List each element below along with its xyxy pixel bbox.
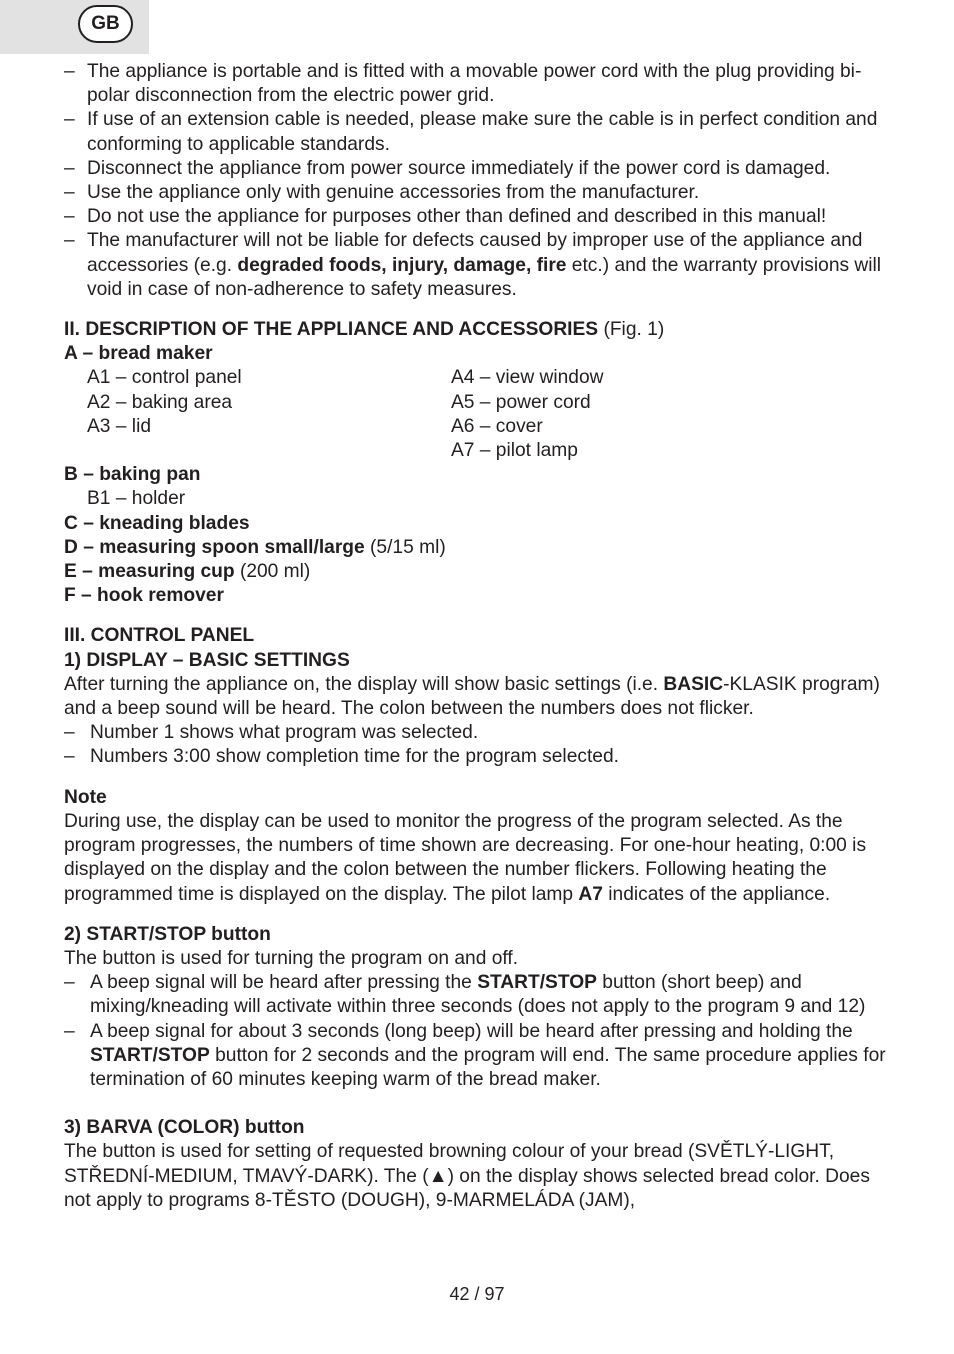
parts-list-a (64, 366, 894, 463)
text-span: The manufacturer will not be liable for defects caused by improper use of the appliance and accessories (e.g. (87, 230, 863, 276)
bold-text: E – measuring cup (64, 561, 235, 583)
text-span: After turning the appliance on, the display will show basic settings (i.e. (64, 673, 664, 695)
group-heading-b: B – baking pan (64, 464, 201, 486)
list-item: – Use the appliance only with genuine accessories from the manufacturer. (64, 181, 894, 205)
paragraph (64, 673, 894, 721)
text-span: etc.) and the warranty provisions will void in case of non-adherence to safety measures. (87, 254, 882, 300)
bold-text: START/STOP (477, 972, 597, 994)
page-number: 42 / 97 (449, 1284, 505, 1304)
bold-text: D – measuring spoon small/large (64, 536, 365, 558)
section-heading (64, 318, 894, 342)
list-item (64, 229, 894, 302)
list-item: – If use of an extension cable is needed, please make sure the cable is in perfect condition and conforming to applicable standards. (64, 108, 894, 156)
group-heading-d (64, 536, 894, 560)
display-list (64, 721, 894, 769)
language-tab (0, 0, 149, 54)
bold-text: A7 (578, 883, 603, 905)
text-span: button for 2 seconds and the program will end. The same procedure applies for termination of 60 minutes keeping warm of the bread maker. (90, 1044, 886, 1090)
list-item (64, 1020, 894, 1093)
part-item: A2 – baking area (87, 391, 233, 413)
bold-text: BASIC (663, 673, 724, 695)
text-span: (200 ml) (234, 561, 311, 583)
part-item: A4 – view window (451, 367, 604, 389)
part-item: A5 – power cord (451, 391, 591, 413)
note-heading: Note (64, 786, 107, 808)
subsection-title: 3) BARVA (COLOR) button (64, 1117, 305, 1139)
group-heading-a: A – bread maker (64, 343, 213, 365)
figure-reference: (Fig. 1) (598, 319, 665, 341)
bold-text: START/STOP (90, 1044, 210, 1066)
subsection-title: 1) DISPLAY – BASIC SETTINGS (64, 649, 350, 671)
paragraph (64, 810, 894, 907)
safety-list (64, 60, 894, 302)
section-title: II. DESCRIPTION OF THE APPLIANCE AND ACCESSORIES (64, 319, 599, 341)
text-span: indicates of the appliance. (602, 883, 831, 905)
text-span: During use, the display can be used to monitor the progress of the program selected. As the program progresses, the numbers of time shown are decreasing. For one-hour heating, 0:00 is displayed on the display and the colon between the number flickers. Following heating the programmed time is displayed on the display. The pilot lamp (64, 810, 867, 905)
text-span: (5/15 ml) (364, 536, 446, 558)
part-item: A6 – cover (451, 415, 543, 437)
list-item: – Numbers 3:00 show completion time for the program selected. (64, 745, 894, 769)
list-item (64, 971, 894, 1019)
list-item: – The appliance is portable and is fitted with a movable power cord with the plug providing bi-polar disconnection from the electric power grid. (64, 60, 894, 108)
page-content (64, 60, 894, 1213)
part-item: A3 – lid (87, 415, 151, 437)
parts-column-right (451, 366, 604, 463)
part-item: B1 – holder (87, 488, 186, 510)
section-title: III. CONTROL PANEL (64, 625, 255, 647)
subsection-title: 2) START/STOP button (64, 923, 271, 945)
text-span: A beep signal will be heard after pressing the (90, 972, 478, 994)
list-item: – Number 1 shows what program was selected. (64, 721, 894, 745)
list-item: – Disconnect the appliance from power source immediately if the power cord is damaged. (64, 157, 894, 181)
part-item: A7 – pilot lamp (451, 440, 578, 462)
group-heading-c: C – kneading blades (64, 512, 250, 534)
language-badge: GB (78, 5, 133, 43)
list-item: – Do not use the appliance for purposes other than defined and described in this manual! (64, 205, 894, 229)
group-heading-f: F – hook remover (64, 585, 224, 607)
text-span: A beep signal for about 3 seconds (long beep) will be heard after pressing and holding the (90, 1020, 853, 1042)
start-stop-list (64, 971, 894, 1092)
parts-column-left (87, 366, 451, 463)
paragraph: The button is used for turning the program on and off. (64, 947, 519, 969)
text-span: button (short beep) and mixing/kneading will activate within three seconds (does not apply to the program 9 and 12) (90, 972, 866, 1018)
bold-text: degraded foods, injury, damage, fire (237, 254, 567, 276)
paragraph: The button is used for setting of requested browning colour of your bread (SVĚTLÝ-LIGHT, STŘEDNÍ-MEDIUM, TMAVÝ-DARK). The (▲) on the display shows selected bread color. Does not apply to programs 8-TĚSTO (DOUGH), 9-MARMELÁDA (JAM), (64, 1141, 870, 1211)
group-heading-e (64, 560, 894, 584)
text-span: -KLASIK program) and a beep sound will be heard. The colon between the numbers does not flicker. (64, 673, 880, 720)
part-item: A1 – control panel (87, 367, 242, 389)
